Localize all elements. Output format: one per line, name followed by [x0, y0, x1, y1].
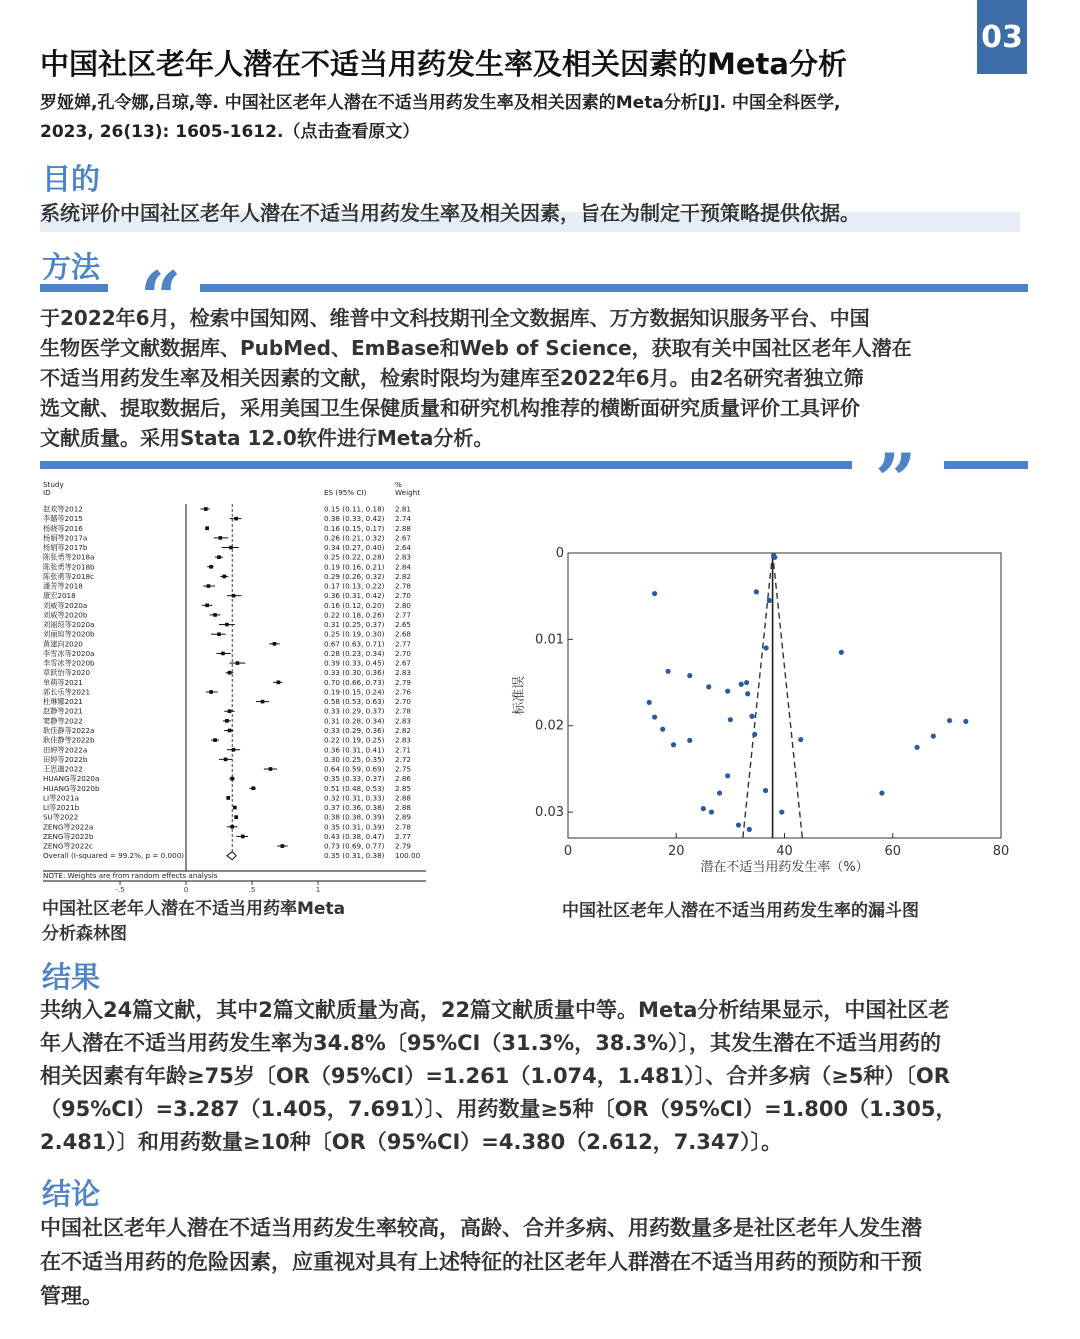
- forest-weight-text: 2.75: [395, 764, 412, 774]
- forest-ci-text: 0.26 (0.21, 0.32): [324, 533, 385, 543]
- funnel-x-axis-title: 潜在不适当用药发生率（%）: [700, 860, 869, 875]
- forest-point: [269, 767, 273, 771]
- forest-weight-text: 2.85: [395, 783, 412, 793]
- forest-ci-text: 0.25 (0.22, 0.28): [324, 552, 385, 562]
- forest-point: [225, 623, 229, 627]
- objective-heading: 目的: [42, 162, 101, 196]
- forest-point: [277, 681, 281, 685]
- forest-study-label: 潘芳等2018: [43, 581, 83, 591]
- forest-point: [213, 613, 217, 617]
- funnel-plot-frame: [568, 553, 1001, 838]
- funnel-point: [728, 717, 733, 722]
- forest-study-label: 康宏2018: [43, 591, 76, 601]
- forest-ci-text: 0.43 (0.38, 0.47): [324, 831, 385, 841]
- funnel-point: [767, 598, 772, 603]
- forest-point: [228, 729, 232, 733]
- forest-point: [251, 786, 255, 790]
- forest-study-label: 李璐等2015: [43, 514, 83, 524]
- forest-weight-text: 2.78: [395, 822, 412, 832]
- forest-ci-text: 0.64 (0.59, 0.69): [324, 764, 385, 774]
- forest-point: [209, 565, 213, 569]
- forest-study-label: 耿佳静等2022a: [43, 725, 95, 735]
- forest-point: [233, 806, 237, 810]
- methods-heading-underline: [40, 284, 108, 292]
- funnel-point: [652, 714, 657, 719]
- forest-overall-weight: 100.00: [395, 851, 421, 861]
- funnel-point: [744, 680, 749, 685]
- funnel-point: [754, 589, 759, 594]
- forest-study-label: HUANG等2020b: [43, 783, 100, 793]
- results-text: [40, 994, 957, 1159]
- forest-ci-text: 0.38 (0.33, 0.42): [324, 514, 385, 524]
- forest-study-label: ZENG等2022a: [43, 822, 94, 832]
- forest-plot: [38, 478, 428, 892]
- funnel-x-tick-label: 80: [992, 844, 1010, 859]
- forest-study-label: 李雪冰等2020b: [43, 658, 95, 668]
- forest-point: [219, 536, 223, 540]
- methods-text: [40, 303, 912, 453]
- funnel-x-tick-label: 20: [667, 844, 685, 859]
- forest-note: NOTE: Weights are from random effects analysis: [43, 871, 218, 880]
- forest-ci-text: 0.34 (0.27, 0.40): [324, 543, 385, 553]
- forest-study-label: 章跃怡等2020: [43, 668, 91, 678]
- funnel-point: [772, 555, 777, 560]
- forest-header-pct: %: [395, 480, 402, 489]
- funnel-point: [745, 691, 750, 696]
- forest-caption-line-2: 分析森林图: [42, 924, 127, 944]
- funnel-point: [749, 714, 754, 719]
- forest-weight-text: 2.86: [395, 774, 412, 784]
- forest-study-label: 杜琳娜2021: [43, 697, 83, 707]
- funnel-point: [839, 650, 844, 655]
- methods-line: 生物医学文献数据库、PubMed、EmBase和Web of Science，获取有关中国社区老年人潜在: [40, 336, 912, 360]
- forest-overall-ci: 0.35 (0.31, 0.38): [324, 851, 385, 861]
- forest-point: [205, 526, 209, 530]
- methods-bottom-rule: [40, 461, 852, 469]
- forest-ci-text: 0.70 (0.66, 0.73): [324, 677, 385, 687]
- forest-x-tick-label: .5: [248, 885, 256, 892]
- forest-weight-text: 2.70: [395, 591, 412, 601]
- funnel-point: [647, 700, 652, 705]
- forest-weight-text: 2.65: [395, 620, 412, 630]
- forest-weight-text: 2.88: [395, 803, 412, 813]
- forest-weight-text: 2.77: [395, 610, 412, 620]
- forest-weight-text: 2.81: [395, 504, 412, 514]
- close-quote-icon: ”: [875, 437, 917, 522]
- forest-point: [213, 738, 217, 742]
- funnel-x-tick-label: 40: [776, 844, 793, 859]
- forest-study-label: 耿佳静等2022b: [43, 735, 95, 745]
- forest-point: [205, 603, 209, 607]
- forest-point: [229, 546, 233, 550]
- citation-line-1: 罗娅婵,孔令娜,吕琼,等. 中国社区老年人潜在不适当用药发生率及相关因素的Meta分析[J]. 中国全科医学,: [40, 93, 841, 113]
- funnel-point: [701, 806, 706, 811]
- forest-study-label: 刘丽琼等2020b: [43, 629, 95, 639]
- forest-weight-text: 2.67: [395, 658, 412, 668]
- results-line: 2.481）〕和用药数量≥10种〔OR（95%CI）=4.380（2.612，7.347）〕。: [40, 1130, 783, 1154]
- funnel-point: [725, 773, 730, 778]
- forest-header-study: Study: [43, 480, 64, 489]
- forest-overall-diamond: [227, 852, 236, 860]
- forest-weight-text: 2.78: [395, 581, 412, 591]
- forest-weight-text: 2.88: [395, 793, 412, 803]
- page-number-badge: 03: [977, 0, 1027, 74]
- forest-point: [241, 835, 245, 839]
- forest-ci-text: 0.19 (0.15, 0.24): [324, 687, 385, 697]
- forest-point: [281, 844, 285, 848]
- forest-ci-text: 0.38 (0.38, 0.39): [324, 812, 385, 822]
- forest-ci-text: 0.36 (0.31, 0.41): [324, 745, 385, 755]
- forest-study-label: 黄建向2020: [43, 639, 83, 649]
- funnel-point: [915, 745, 920, 750]
- forest-study-label: ZENG等2022b: [43, 831, 94, 841]
- funnel-plot: [505, 540, 1020, 875]
- funnel-point: [798, 737, 803, 742]
- forest-weight-text: 2.82: [395, 725, 412, 735]
- page-title: 中国社区老年人潜在不适当用药发生率及相关因素的Meta分析: [40, 47, 847, 81]
- conclusion-text: [40, 1211, 922, 1313]
- results-line: 相关因素有年龄≥75岁〔OR（95%CI）=1.261（1.074，1.481）〕、合并多病（≥5种）〔OR: [40, 1064, 950, 1088]
- funnel-y-tick-label: 0.02: [535, 718, 564, 734]
- forest-study-label: 刘丽琼等2020a: [43, 620, 95, 630]
- forest-weight-text: 2.76: [395, 687, 412, 697]
- forest-weight-text: 2.83: [395, 668, 412, 678]
- forest-weight-text: 2.84: [395, 562, 412, 572]
- forest-study-label: 窦静等2022: [43, 716, 83, 726]
- forest-ci-text: 0.36 (0.31, 0.42): [324, 591, 385, 601]
- funnel-y-tick-label: 0.01: [535, 632, 564, 648]
- forest-study-label: 杨娟等2017a: [43, 533, 88, 543]
- forest-ci-text: 0.22 (0.19, 0.25): [324, 735, 385, 745]
- forest-weight-text: 2.83: [395, 735, 412, 745]
- citation[interactable]: [40, 89, 1000, 147]
- forest-weight-text: 2.77: [395, 639, 412, 649]
- methods-line: 不适当用药发生率及相关因素的文献，检索时限均为建库至2022年6月。由2名研究者独立筛: [40, 366, 864, 390]
- forest-ci-text: 0.73 (0.69, 0.77): [324, 841, 385, 851]
- forest-ci-text: 0.22 (0.18, 0.26): [324, 610, 385, 620]
- forest-study-label: 陈张勇等2018b: [43, 562, 95, 572]
- conclusion-line: 管理。: [40, 1284, 103, 1308]
- funnel-point: [687, 738, 692, 743]
- forest-ci-text: 0.37 (0.36, 0.38): [324, 803, 385, 813]
- forest-ci-text: 0.17 (0.13, 0.22): [324, 581, 385, 591]
- results-line: 年人潜在不适当用药发生率为34.8%〔95%CI（31.3%，38.3%）〕，其发生潜在不适当用药的: [40, 1031, 942, 1055]
- forest-point: [217, 632, 221, 636]
- forest-point: [232, 594, 236, 598]
- results-heading: 结果: [42, 960, 101, 994]
- forest-point: [217, 555, 221, 559]
- conclusion-line: 在不适当用药的危险因素，应重视对具有上述特征的社区老年人群潜在不适当用药的预防和干预: [40, 1250, 922, 1274]
- forest-weight-text: 2.89: [395, 812, 412, 822]
- forest-ci-text: 0.15 (0.11, 0.18): [324, 504, 385, 514]
- methods-line: 于2022年6月，检索中国知网、维普中文科技期刊全文数据库、万方数据知识服务平台、中国: [40, 306, 870, 330]
- funnel-point: [687, 673, 692, 678]
- forest-ci-text: 0.58 (0.53, 0.63): [324, 697, 385, 707]
- methods-line: 文献质量。采用Stata 12.0软件进行Meta分析。: [40, 426, 494, 450]
- forest-ci-text: 0.16 (0.15, 0.17): [324, 523, 385, 533]
- forest-point: [207, 584, 211, 588]
- forest-ci-text: 0.28 (0.23, 0.34): [324, 648, 385, 658]
- forest-point: [236, 661, 240, 665]
- forest-study-label: 陈张勇等2018c: [43, 571, 94, 581]
- forest-ci-text: 0.32 (0.31, 0.33): [324, 793, 385, 803]
- methods-line: 选文献、提取数据后，采用美国卫生保健质量和研究机构推荐的横断面研究质量评价工具评价: [40, 396, 860, 420]
- forest-study-label: 李雪冰等2020a: [43, 648, 95, 658]
- conclusion-line: 中国社区老年人潜在不适当用药发生率较高，高龄、合并多病、用药数量多是社区老年人发生潜: [40, 1216, 922, 1240]
- forest-ci-text: 0.35 (0.31, 0.39): [324, 822, 385, 832]
- forest-ci-text: 0.31 (0.28, 0.34): [324, 716, 385, 726]
- forest-header-weight: Weight: [395, 488, 421, 497]
- forest-ci-text: 0.19 (0.16, 0.21): [324, 562, 385, 572]
- funnel-point: [706, 684, 711, 689]
- funnel-y-tick-label: 0.03: [535, 805, 564, 821]
- forest-point: [230, 825, 234, 829]
- funnel-point: [963, 719, 968, 724]
- forest-ci-text: 0.25 (0.19, 0.30): [324, 629, 385, 639]
- results-line: 共纳入24篇文献，其中2篇文献质量为高，22篇文献质量中等。Meta分析结果显示，中国社区老: [40, 998, 950, 1022]
- forest-ci-text: 0.39 (0.33, 0.45): [324, 658, 385, 668]
- methods-heading: 方法: [42, 250, 101, 284]
- forest-study-label: 杨娟等2017b: [43, 543, 88, 553]
- funnel-point: [752, 732, 757, 737]
- forest-ci-text: 0.33 (0.30, 0.36): [324, 668, 385, 678]
- funnel-point: [879, 790, 884, 795]
- forest-overall-label: Overall (I-squared = 99.2%, p = 0.000): [43, 851, 185, 861]
- funnel-point: [747, 827, 752, 832]
- forest-point: [225, 719, 229, 723]
- forest-weight-text: 2.78: [395, 706, 412, 716]
- citation-line-2[interactable]: 2023, 26(13): 1605-1612.（点击查看原文）: [40, 122, 420, 142]
- forest-ci-text: 0.51 (0.48, 0.53): [324, 783, 385, 793]
- forest-point: [261, 700, 265, 704]
- conclusion-heading: 结论: [42, 1177, 101, 1211]
- forest-point: [222, 575, 226, 579]
- forest-x-tick-label: 0: [183, 885, 189, 892]
- funnel-ci-right: [773, 553, 803, 838]
- forest-x-tick-label: 1: [315, 885, 321, 892]
- forest-point: [221, 652, 225, 656]
- forest-study-label: HUANG等2020a: [43, 774, 100, 784]
- forest-study-label: LI等2021a: [43, 793, 80, 803]
- forest-study-label: 赵欢等2012: [43, 504, 83, 514]
- open-quote-icon: “: [140, 255, 182, 340]
- funnel-point: [666, 669, 671, 674]
- forest-header-id: ID: [43, 488, 51, 497]
- forest-weight-text: 2.83: [395, 716, 412, 726]
- forest-point: [224, 758, 228, 762]
- forest-study-label: 王思邈2022: [43, 764, 83, 774]
- forest-x-tick-label: -.5: [115, 885, 125, 892]
- forest-study-label: 陈张勇等2018a: [43, 552, 95, 562]
- forest-weight-text: 2.67: [395, 533, 412, 543]
- forest-point: [228, 709, 232, 713]
- forest-study-label: 田婷等2022a: [43, 745, 88, 755]
- forest-study-label: 刘威等2020b: [43, 610, 88, 620]
- forest-weight-text: 2.64: [395, 543, 412, 553]
- forest-ci-text: 0.31 (0.25, 0.37): [324, 620, 385, 630]
- funnel-x-tick-label: 60: [884, 844, 902, 859]
- forest-weight-text: 2.70: [395, 697, 412, 707]
- forest-point: [232, 748, 236, 752]
- funnel-point: [709, 809, 714, 814]
- funnel-point: [739, 682, 744, 687]
- forest-point: [226, 796, 230, 800]
- forest-weight-text: 2.79: [395, 841, 412, 851]
- forest-ci-text: 0.67 (0.63, 0.71): [324, 639, 385, 649]
- funnel-plot-caption: 中国社区老年人潜在不适当用药发生率的漏斗图: [562, 901, 919, 921]
- forest-study-label: 单萌等2021: [43, 677, 83, 687]
- forest-ci-text: 0.29 (0.26, 0.32): [324, 571, 385, 581]
- forest-point: [230, 777, 234, 781]
- methods-top-rule: [200, 284, 1028, 292]
- forest-point: [234, 815, 238, 819]
- forest-study-label: 田婷等2022b: [43, 754, 88, 764]
- forest-point: [209, 690, 213, 694]
- forest-caption-line-1: 中国社区老年人潜在不适当用药率Meta: [42, 899, 346, 919]
- forest-study-label: ZENG等2022c: [43, 841, 93, 851]
- funnel-point: [717, 790, 722, 795]
- forest-ci-text: 0.16 (0.12, 0.20): [324, 600, 385, 610]
- funnel-point: [671, 742, 676, 747]
- forest-study-label: LI等2021b: [43, 803, 80, 813]
- forest-point: [204, 507, 208, 511]
- funnel-point: [660, 727, 665, 732]
- funnel-point: [947, 718, 952, 723]
- funnel-x-tick-label: 0: [563, 844, 573, 859]
- objective-text: 系统评价中国社区老年人潜在不适当用药发生率及相关因素，旨在为制定干预策略提供依据。: [40, 201, 860, 225]
- forest-weight-text: 2.79: [395, 677, 412, 687]
- forest-header-es: ES (95% CI): [324, 488, 367, 497]
- forest-weight-text: 2.88: [395, 523, 412, 533]
- forest-weight-text: 2.77: [395, 831, 412, 841]
- forest-weight-text: 2.83: [395, 552, 412, 562]
- methods-bottom-rule-right: [944, 461, 1028, 469]
- forest-plot-caption: [42, 897, 345, 947]
- forest-ci-text: 0.33 (0.29, 0.36): [324, 725, 385, 735]
- forest-point: [234, 517, 238, 521]
- results-line: （95%CI）=3.287（1.405，7.691）〕、用药数量≥5种〔OR（95%CI）=1.800（1.305，: [40, 1097, 957, 1121]
- forest-weight-text: 2.74: [395, 514, 412, 524]
- funnel-point: [931, 733, 936, 738]
- funnel-y-tick-label: 0: [555, 546, 564, 561]
- forest-study-label: 赵静等2021: [43, 706, 83, 716]
- funnel-point: [763, 788, 768, 793]
- forest-study-label: 郭长乐等2021: [43, 687, 91, 697]
- forest-study-label: SU等2022: [43, 812, 79, 822]
- forest-study-label: 杨晓等2016: [43, 523, 83, 533]
- forest-point: [228, 671, 232, 675]
- forest-weight-text: 2.82: [395, 571, 412, 581]
- forest-ci-text: 0.30 (0.25, 0.35): [324, 754, 385, 764]
- forest-weight-text: 2.72: [395, 754, 412, 764]
- forest-weight-text: 2.80: [395, 600, 412, 610]
- funnel-point: [652, 591, 657, 596]
- forest-ci-text: 0.33 (0.29, 0.37): [324, 706, 385, 716]
- funnel-point: [725, 689, 730, 694]
- funnel-point: [736, 822, 741, 827]
- forest-weight-text: 2.70: [395, 648, 412, 658]
- funnel-point: [779, 809, 784, 814]
- forest-study-label: 刘威等2020a: [43, 600, 88, 610]
- forest-ci-text: 0.35 (0.33, 0.37): [324, 774, 385, 784]
- forest-weight-text: 2.68: [395, 629, 412, 639]
- forest-weight-text: 2.71: [395, 745, 412, 755]
- funnel-y-axis-title: 标准误: [512, 675, 527, 716]
- forest-point: [273, 642, 277, 646]
- funnel-point: [763, 645, 768, 650]
